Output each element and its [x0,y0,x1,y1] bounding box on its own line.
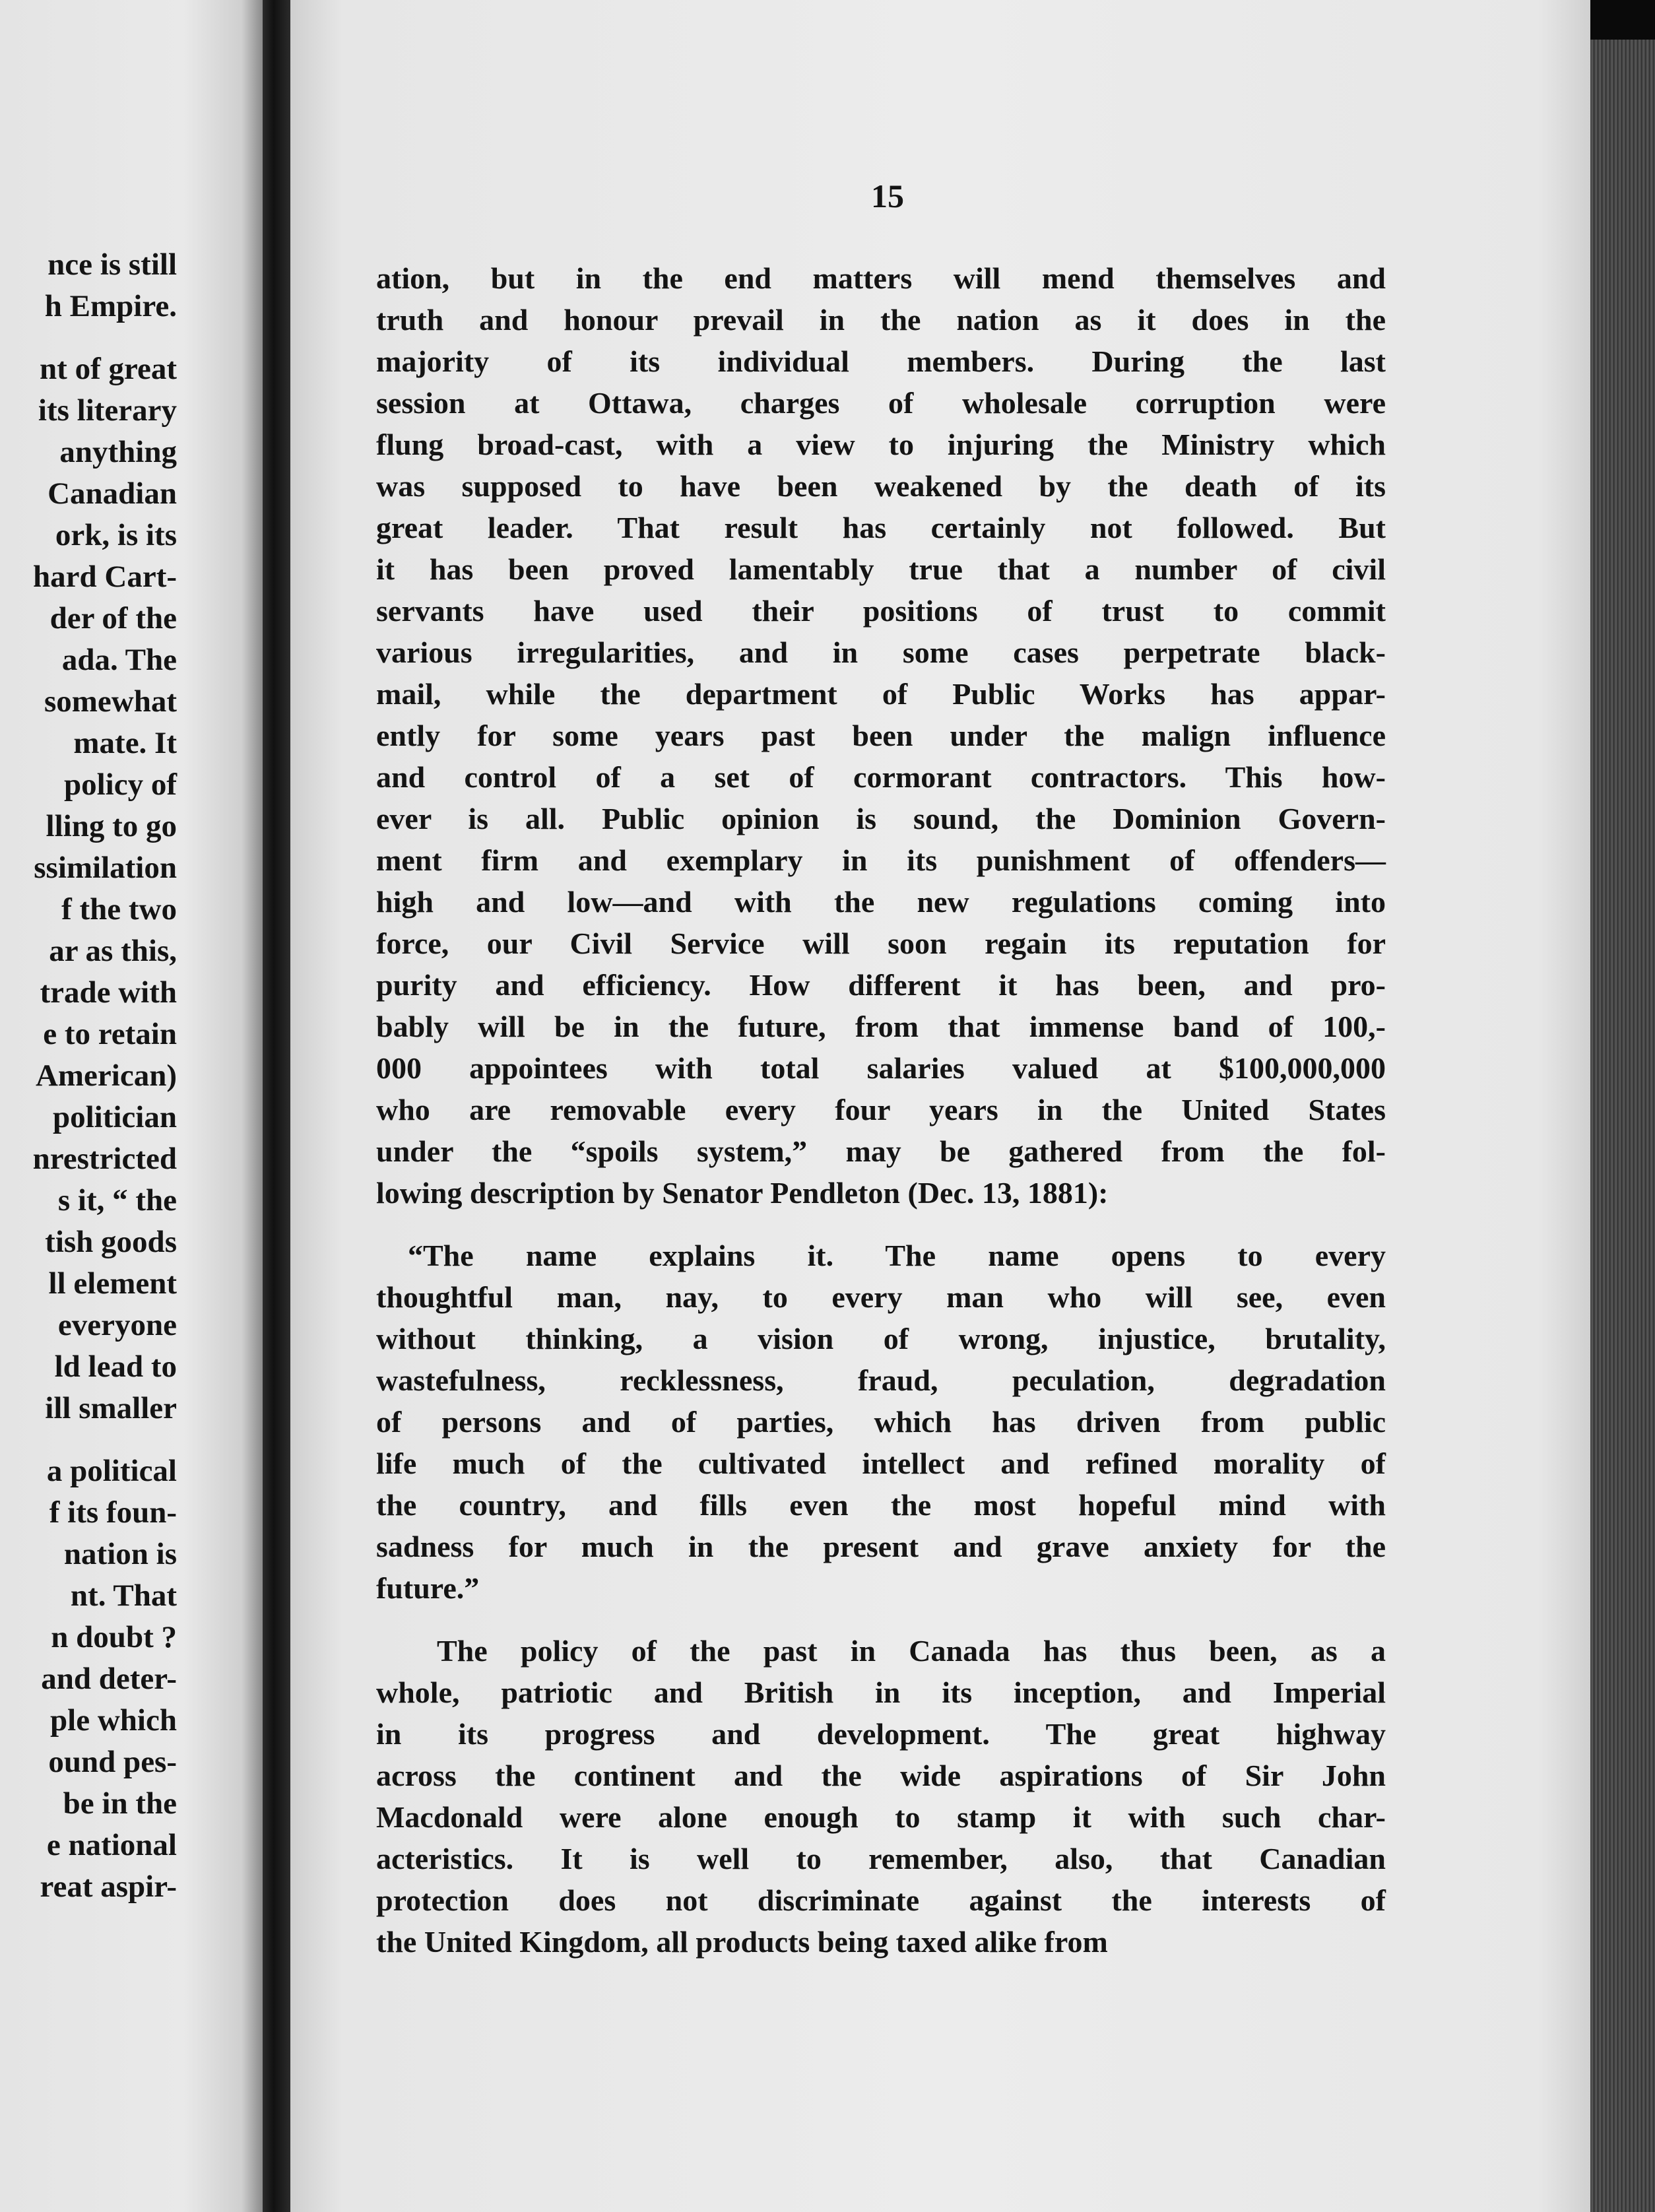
text-line: wastefulness, recklessness, fraud, peculation, degradation [376,1363,1386,1397]
text-line: reat aspir- [40,1870,177,1904]
text-line: nt. That [70,1578,177,1613]
text-line: a political [46,1454,177,1488]
paragraph-policy [376,1630,1386,1963]
text-line: without thinking, a vision of wrong, injustice, brutality, [376,1322,1386,1355]
text-line: Macdonald were alone enough to stamp it with such char- [376,1800,1386,1834]
text-line: politician [52,1100,177,1134]
text-line: ssimilation [34,851,177,885]
text-line: mate. It [73,726,177,760]
text-line: majority of its individual members. During the last [376,344,1386,378]
text-line: the country, and fills even the most hopeful mind with [376,1488,1386,1522]
text-line: in its progress and development. The great highway [376,1717,1386,1751]
text-line: various irregularities, and in some cases perpetrate black- [376,635,1386,669]
text-line: ation, but in the end matters will mend themselves and [376,261,1386,295]
text-line: great leader. That result has certainly not followed. But [376,511,1386,544]
text-line: ld lead to [54,1350,177,1384]
text-line: policy of [63,767,177,802]
text-line: was supposed to have been weakened by the death of its [376,469,1386,503]
text-line: life much of the cultivated intellect and refined morality of [376,1447,1386,1480]
text-line: servants have used their positions of trust to commit [376,594,1386,628]
text-line: s it, “ the [57,1183,177,1218]
text-line: flung broad-cast, with a view to injuring the Ministry which [376,428,1386,461]
text-line: truth and honour prevail in the nation as it does in the [376,303,1386,337]
text-line: nce is still [48,247,177,282]
page-number: 15 [871,178,904,214]
text-line: ple which [50,1703,177,1738]
text-line: nt of great [40,352,177,386]
text-line: lling to go [46,809,177,843]
previous-page-fragment [0,0,263,2212]
text-line: ada. The [61,643,177,677]
text-line: thoughtful man, nay, to every man who will see, even [376,1280,1386,1314]
text-line: of persons and of parties, which has driven from public [376,1405,1386,1439]
text-line: purity and efficiency. How different it has been, and pro- [376,968,1386,1002]
page-stack-edge [1590,40,1655,2212]
text-line: Canadian [48,476,177,511]
text-line: the United Kingdom, all products being taxed alike from [376,1925,1108,1959]
text-line: der of the [49,601,177,635]
text-line: lowing description by Senator Pendleton (Dec. 13, 1881): [376,1176,1109,1210]
text-line: protection does not discriminate against the interests of [376,1883,1386,1917]
text-line: and control of a set of cormorant contractors. This how- [376,760,1386,794]
text-line: ll element [48,1266,177,1301]
text-line: across the continent and the wide aspirations of Sir John [376,1759,1386,1792]
text-line: nation is [63,1537,177,1571]
text-line: 000 appointees with total salaries valued at $100,000,000 [376,1051,1386,1085]
book-gutter [263,0,290,2212]
text-line: f its foun- [49,1495,177,1530]
text-line: hard Cart- [33,560,177,594]
text-line: ment firm and exemplary in its punishment of offenders— [376,843,1386,877]
text-line: anything [59,435,177,469]
text-line: whole, patriotic and British in its inception, and Imperial [376,1675,1386,1709]
text-line: somewhat [44,684,177,719]
block-quote-pendleton [376,1235,1386,1609]
text-line: under the “spoils system,” may be gathered from the fol- [376,1134,1386,1168]
text-line: trade with [40,975,177,1010]
text-line: its literary [38,393,177,428]
text-line: American) [35,1058,177,1093]
text-line: f the two [61,892,177,927]
text-line: acteristics. It is well to remember, also, that Canadian [376,1842,1386,1875]
text-line: ently for some years past been under the malign influence [376,719,1386,752]
text-line: everyone [57,1308,177,1342]
text-line: who are removable every four years in the United States [376,1093,1386,1126]
text-line: tish goods [45,1225,177,1259]
text-line: h Empire. [44,289,177,323]
text-line: ound pes- [48,1745,177,1779]
text-line: be in the [63,1786,177,1821]
text-line: n doubt ? [51,1620,177,1654]
text-line: session at Ottawa, charges of wholesale corruption were [376,386,1386,420]
text-line: e to retain [43,1017,177,1051]
paragraph-gap [376,1214,1386,1235]
text-line: ork, is its [55,518,177,552]
paragraph-gap [376,1609,1386,1630]
text-line: it has been proved lamentably true that a number of civil [376,552,1386,586]
line-gap [33,327,177,348]
text-line: ill smaller [45,1391,177,1425]
text-line: ar as this, [49,934,177,968]
text-line: future.” [376,1571,480,1605]
text-line: high and low—and with the new regulations coming into [376,885,1386,919]
text-line: mail, while the department of Public Works has appar- [376,677,1386,711]
text-line: The policy of the past in Canada has thus been, as a [437,1634,1386,1668]
text-line: sadness for much in the present and grave anxiety for the [376,1530,1386,1563]
text-line: bably will be in the future, from that immense band of 100,- [376,1010,1386,1043]
line-gap [33,1429,177,1450]
text-line: force, our Civil Service will soon regain its reputation for [376,927,1386,960]
text-line: e national [46,1828,177,1862]
text-line: “The name explains it. The name opens to every [408,1239,1386,1272]
previous-page-text [33,244,177,1908]
paragraph-continuation [376,257,1386,1214]
page-body [376,257,1386,1963]
text-line: nrestricted [32,1142,177,1176]
text-line: ever is all. Public opinion is sound, the Dominion Govern- [376,802,1386,835]
text-line: and deter- [41,1662,177,1696]
